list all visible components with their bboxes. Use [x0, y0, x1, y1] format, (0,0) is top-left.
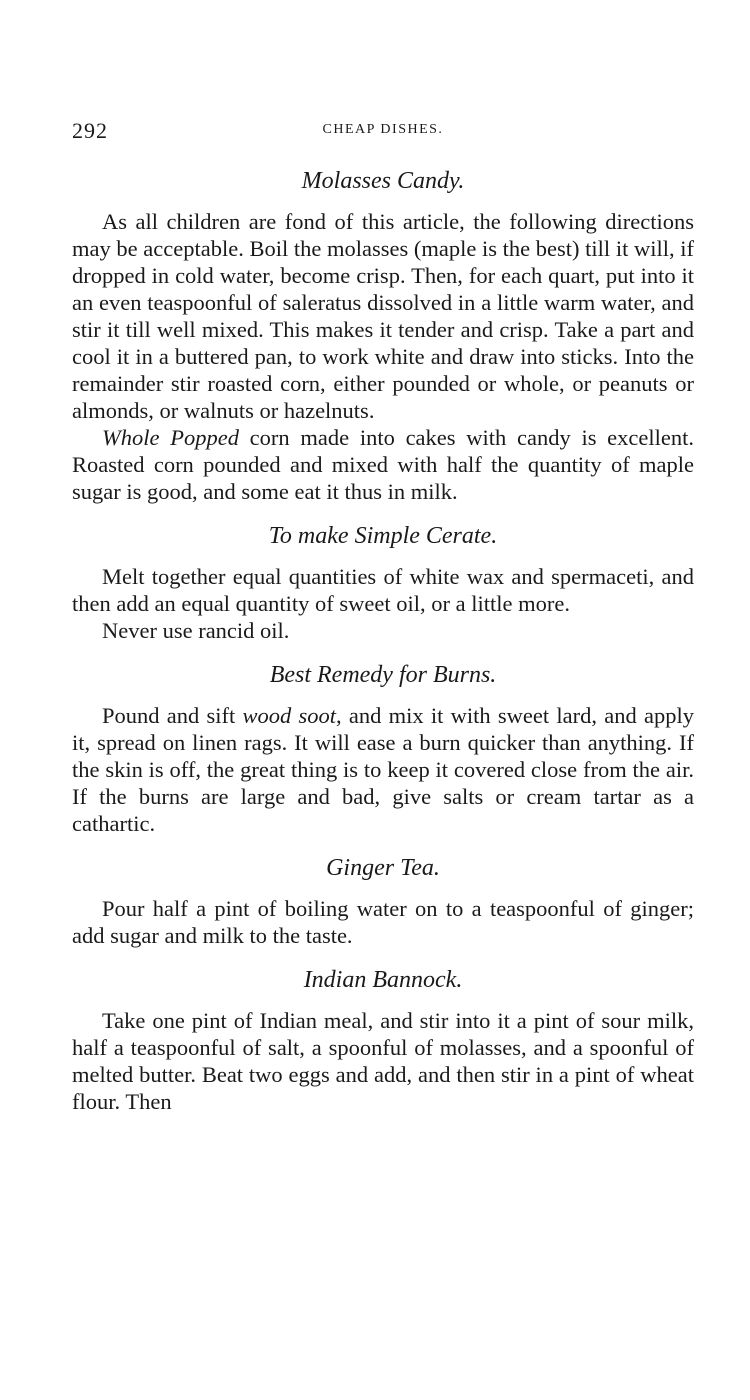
page-number: 292	[72, 118, 108, 143]
paragraph	[72, 702, 694, 837]
section-title: Molasses Candy.	[301, 168, 465, 194]
recipe-simple-cerate	[72, 521, 694, 644]
paragraph: As all children are fond of this article, the following directions may be acceptable. Boil the molasses (maple is the best) till it will, if dropped in cold water, become crisp. Then, for each quart, put into it an even teaspoonful of saleratus dissolved in a little warm water, and stir it till well mixed. This makes it tender and crisp. Take a part and cool it in a buttered pan, to work white and draw into sticks. Into the remainder stir roasted corn, either pounded or whole, or peanuts or almonds, or walnuts or hazelnuts.	[72, 209, 694, 423]
paragraph-text: Pound and sift	[102, 703, 243, 728]
section-title: Best Remedy for Burns.	[269, 662, 497, 688]
section-title: Indian Bannock.	[303, 967, 463, 993]
paragraph: Pour half a pint of boiling water on to a teaspoonful of ginger; add sugar and milk to the taste.	[72, 896, 694, 948]
paragraph	[72, 424, 694, 505]
recipe-indian-bannock	[72, 965, 694, 1115]
paragraph: Melt together equal quantities of white wax and spermaceti, and then add an equal quantity of sweet oil, or a little more.	[72, 564, 694, 616]
paragraph-text: , and mix it with sweet lard, and apply it, spread on linen rags. It will ease a burn quicker than anything. If the skin is off, the great thing is to keep it covered close from the air. If the burns are large and bad, give salts or cream tartar as a cathartic.	[72, 703, 694, 836]
paragraph: Take one pint of Indian meal, and stir into it a pint of sour milk, half a teaspoonful of salt, a spoonful of molasses, and a spoonful of melted butter. Beat two eggs and add, and then stir in a pint of wheat flour. Then	[72, 1008, 694, 1114]
running-head	[72, 118, 694, 148]
recipe-ginger-tea	[72, 853, 694, 949]
book-page	[72, 118, 694, 1131]
recipe-remedy-for-burns	[72, 660, 694, 837]
running-title: CHEAP DISHES.	[322, 122, 444, 137]
paragraph-text: corn made into cakes with candy is excellent. Roasted corn pounded and mixed with half the quantity of maple sugar is good, and some eat it thus in milk.	[72, 425, 695, 504]
italic-phrase: Whole Popped	[102, 425, 239, 450]
paragraph: Never use rancid oil.	[102, 618, 290, 643]
italic-phrase: wood soot	[242, 703, 337, 728]
recipe-molasses-candy	[72, 166, 694, 505]
section-title: To make Simple Cerate.	[268, 523, 498, 549]
section-title: Ginger Tea.	[326, 855, 440, 881]
